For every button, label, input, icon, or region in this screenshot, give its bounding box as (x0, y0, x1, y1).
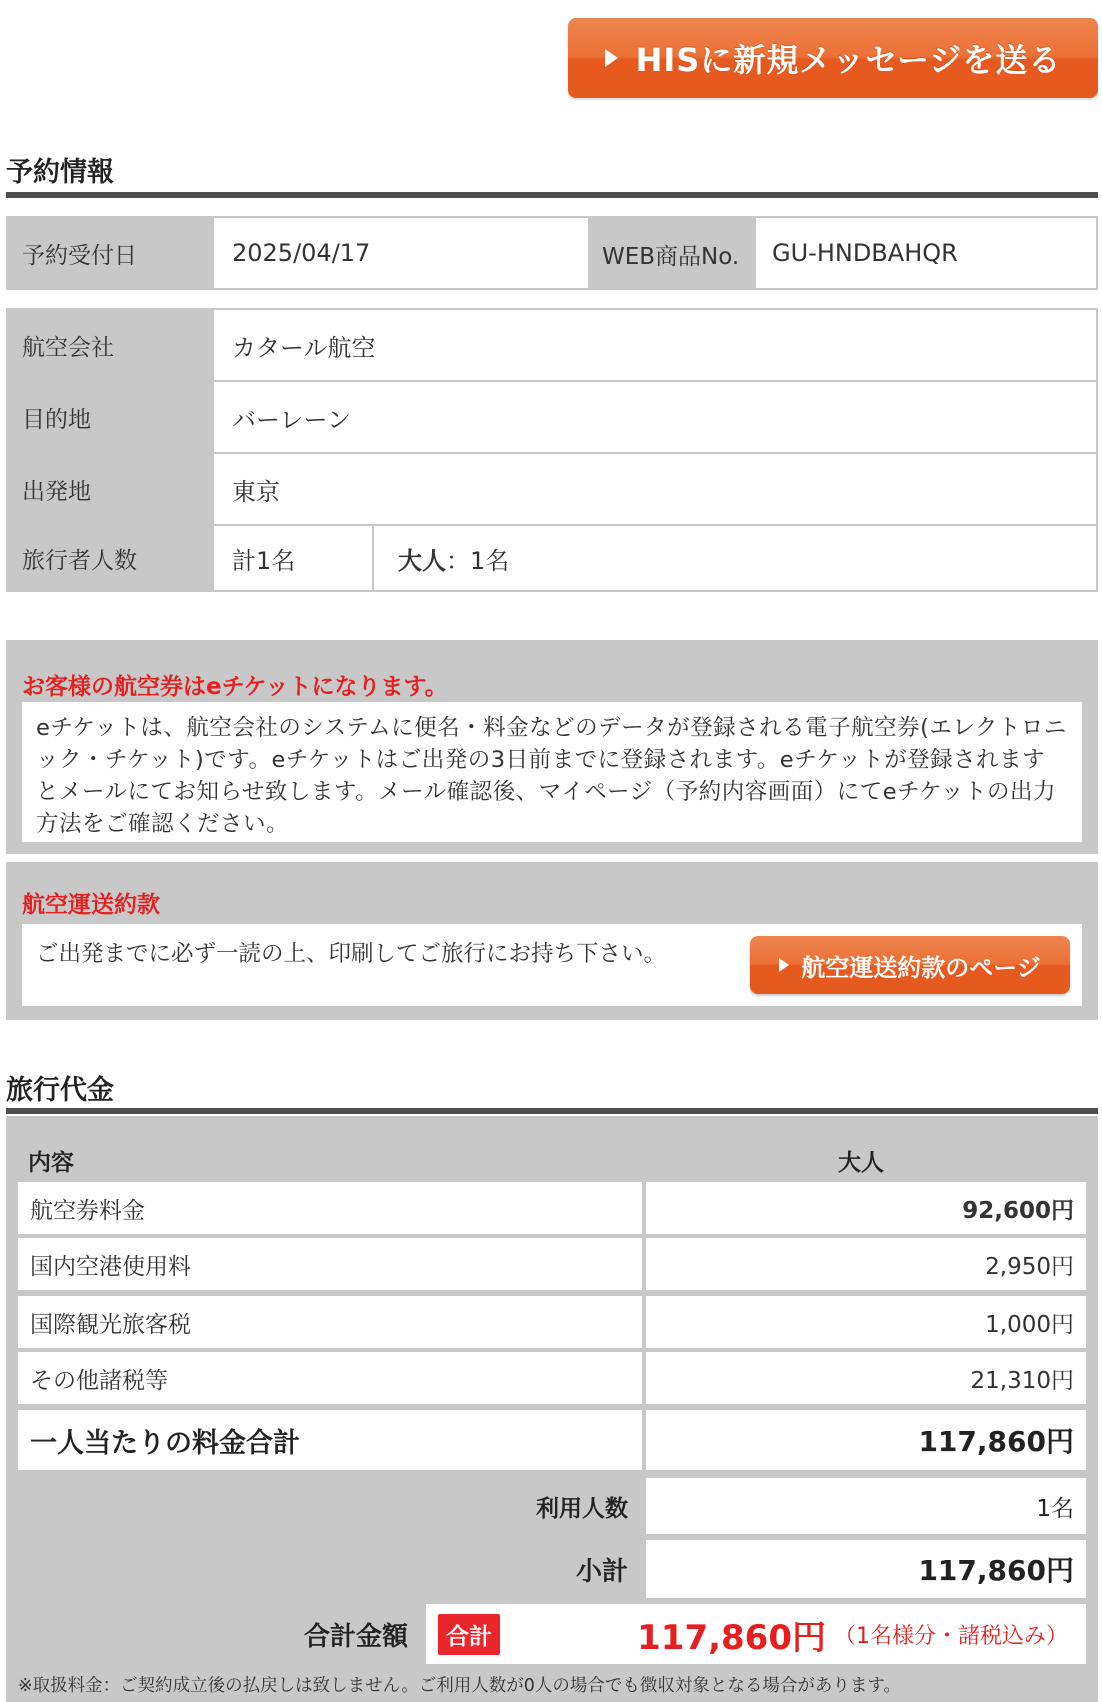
price-row (18, 1238, 1086, 1290)
fee-footnote: ※取扱料金：ご契約成立後の払戻しは致しません。ご利用人数が0人の場合でも徴収対象となる場合があります。 (18, 1676, 901, 1696)
web-product-label: WEB商品No. (588, 216, 756, 290)
travelers-adult-label: 大人 (398, 546, 446, 575)
grand-total-label: 合計金額 (303, 1621, 408, 1652)
eticket-notice (6, 640, 1098, 854)
departure-value: 東京 (214, 452, 1098, 526)
play-triangle-icon (779, 958, 789, 972)
price-row-value: 2,950円 (646, 1238, 1086, 1290)
price-header-content: 内容 (28, 1150, 74, 1176)
accepted-date-value: 2025/04/17 (214, 216, 588, 290)
price-row (18, 1352, 1086, 1404)
price-row-value: 21,310円 (646, 1352, 1086, 1404)
price-header-adult: 大人 (838, 1150, 884, 1176)
travelers-total: 計1名 (214, 524, 374, 592)
travelers-label: 旅行者人数 (6, 524, 214, 592)
grand-total-note: （1名様分・諸税込み） (834, 1623, 1068, 1649)
accepted-date-label: 予約受付日 (6, 216, 214, 290)
travelers-row (6, 524, 1098, 592)
terms-page-button-label: 航空運送約款のページ (801, 953, 1041, 982)
terms-notice-title: 航空運送約款 (22, 892, 160, 918)
travelers-adult (374, 524, 1098, 592)
terms-notice-body: ご出発までに必ず一読の上、印刷してご旅行にお持ち下さい。 (36, 941, 667, 967)
price-row-label: 航空券料金 (18, 1182, 642, 1234)
price-row-value: 92,600円 (646, 1182, 1086, 1234)
users-count-label: 利用人数 (536, 1495, 628, 1522)
subtotal-label: 小計 (575, 1556, 628, 1587)
travelers-adult-value: ：1名 (446, 546, 510, 575)
airline-value: カタール航空 (214, 308, 1098, 382)
departure-label: 出発地 (6, 452, 214, 526)
price-section-divider (6, 1108, 1098, 1114)
per-person-total-label: 一人当たりの料金合計 (18, 1410, 642, 1470)
price-row-label: 国内空港使用料 (18, 1238, 642, 1290)
price-row-value: 1,000円 (646, 1296, 1086, 1348)
airline-label: 航空会社 (6, 308, 214, 382)
eticket-notice-body: eチケットは、航空会社のシステムに便名・料金などのデータが登録される電子航空券(エレクトロニック・チケット)です。eチケットはご出発の3日前までに登録されます。eチケットが登録されますとメールにてお知らせ致します。メール確認後、マイページ（予約内容画面）にてeチケットの出力方法をご確認ください。 (22, 702, 1082, 842)
users-count-value: 1名 (646, 1478, 1086, 1534)
terms-page-button[interactable] (750, 936, 1070, 994)
play-triangle-icon (605, 49, 618, 67)
grand-total-box (426, 1604, 1086, 1664)
reservation-section-divider (6, 192, 1098, 198)
grand-total-value: 117,860円 (637, 1617, 826, 1658)
airline-row (6, 308, 1098, 382)
per-person-total-row (18, 1410, 1086, 1470)
price-table (6, 1116, 1098, 1702)
send-message-button[interactable] (568, 18, 1098, 98)
price-row (18, 1182, 1086, 1234)
price-row-label: その他諸税等 (18, 1352, 642, 1404)
eticket-notice-title: お客様の航空券はeチケットになります。 (22, 674, 448, 700)
subtotal-value: 117,860円 (646, 1540, 1086, 1598)
price-row (18, 1296, 1086, 1348)
price-section-title: 旅行代金 (6, 1075, 114, 1106)
destination-value: バーレーン (214, 380, 1098, 454)
price-row-label: 国際観光旅客税 (18, 1296, 642, 1348)
send-message-button-label: HISに新規メッセージを送る (635, 41, 1062, 79)
destination-row (6, 380, 1098, 454)
departure-row (6, 452, 1098, 526)
destination-label: 目的地 (6, 380, 214, 454)
grand-total-badge: 合計 (438, 1614, 500, 1655)
web-product-value: GU-HNDBAHQR (756, 216, 1098, 290)
per-person-total-value: 117,860円 (646, 1410, 1086, 1470)
reservation-section-title: 予約情報 (6, 157, 114, 188)
accepted-date-row (6, 216, 1098, 290)
